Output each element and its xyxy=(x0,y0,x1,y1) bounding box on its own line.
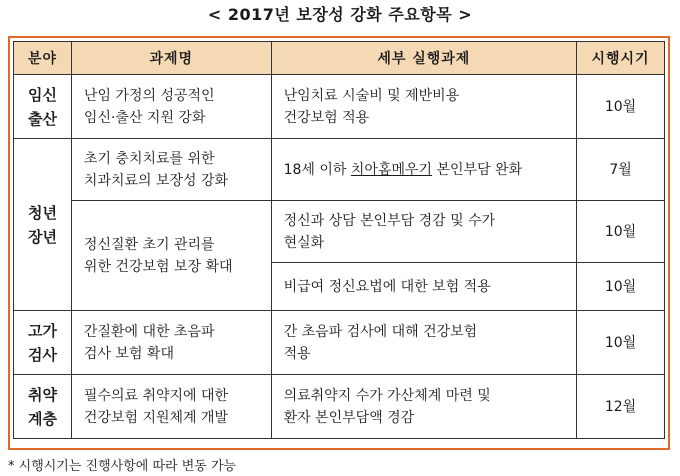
table-row xyxy=(14,201,665,263)
table-row xyxy=(14,139,665,201)
header-detail: 세부 실행과제 xyxy=(271,42,576,75)
table-frame xyxy=(8,36,670,450)
table-row xyxy=(14,375,665,439)
category-cell: 청년 장년 xyxy=(14,139,72,311)
task-cell: 정신질환 초기 관리를 위한 건강보험 보장 확대 xyxy=(71,201,271,311)
timing-cell: 10월 xyxy=(577,263,665,311)
highlight-term: 치아홈메우기 xyxy=(350,161,433,178)
task-cell: 필수의료 취약지에 대한 건강보험 지원체계 개발 xyxy=(71,375,271,439)
header-timing: 시행시기 xyxy=(577,42,665,75)
header-row xyxy=(14,42,665,75)
category-cell: 고가 검사 xyxy=(14,311,72,375)
task-cell: 초기 충치치료를 위한 치과치료의 보장성 강화 xyxy=(71,139,271,201)
detail-cell: 18세 이하 치아홈메우기 본인부담 완화 xyxy=(271,139,576,201)
policy-table xyxy=(13,41,665,439)
task-cell: 간질환에 대한 초음파 검사 보험 확대 xyxy=(71,311,271,375)
detail-cell: 간 초음파 검사에 대해 건강보험 적용 xyxy=(271,311,576,375)
task-cell: 난임 가정의 성공적인 임신·출산 지원 강화 xyxy=(71,75,271,139)
timing-cell: 10월 xyxy=(577,75,665,139)
table-title: < 2017년 보장성 강화 주요항목 > xyxy=(207,5,473,24)
timing-cell: 10월 xyxy=(577,311,665,375)
detail-cell: 난임치료 시술비 및 제반비용 건강보험 적용 xyxy=(271,75,576,139)
table-row xyxy=(14,75,665,139)
category-cell: 임신 출산 xyxy=(14,75,72,139)
header-category: 분야 xyxy=(14,42,72,75)
timing-cell: 7월 xyxy=(577,139,665,201)
header-task: 과제명 xyxy=(71,42,271,75)
timing-cell: 10월 xyxy=(577,201,665,263)
category-cell: 취약 계층 xyxy=(14,375,72,439)
footnote: * 시행시기는 진행사항에 따라 변동 가능 xyxy=(8,459,237,474)
detail-cell: 비급여 정신요법에 대한 보험 적용 xyxy=(271,263,576,311)
table-row xyxy=(14,311,665,375)
timing-cell: 12월 xyxy=(577,375,665,439)
detail-cell: 정신과 상담 본인부담 경감 및 수가 현실화 xyxy=(271,201,576,263)
detail-cell: 의료취약지 수가 가산체계 마련 및 환자 본인부담액 경감 xyxy=(271,375,576,439)
